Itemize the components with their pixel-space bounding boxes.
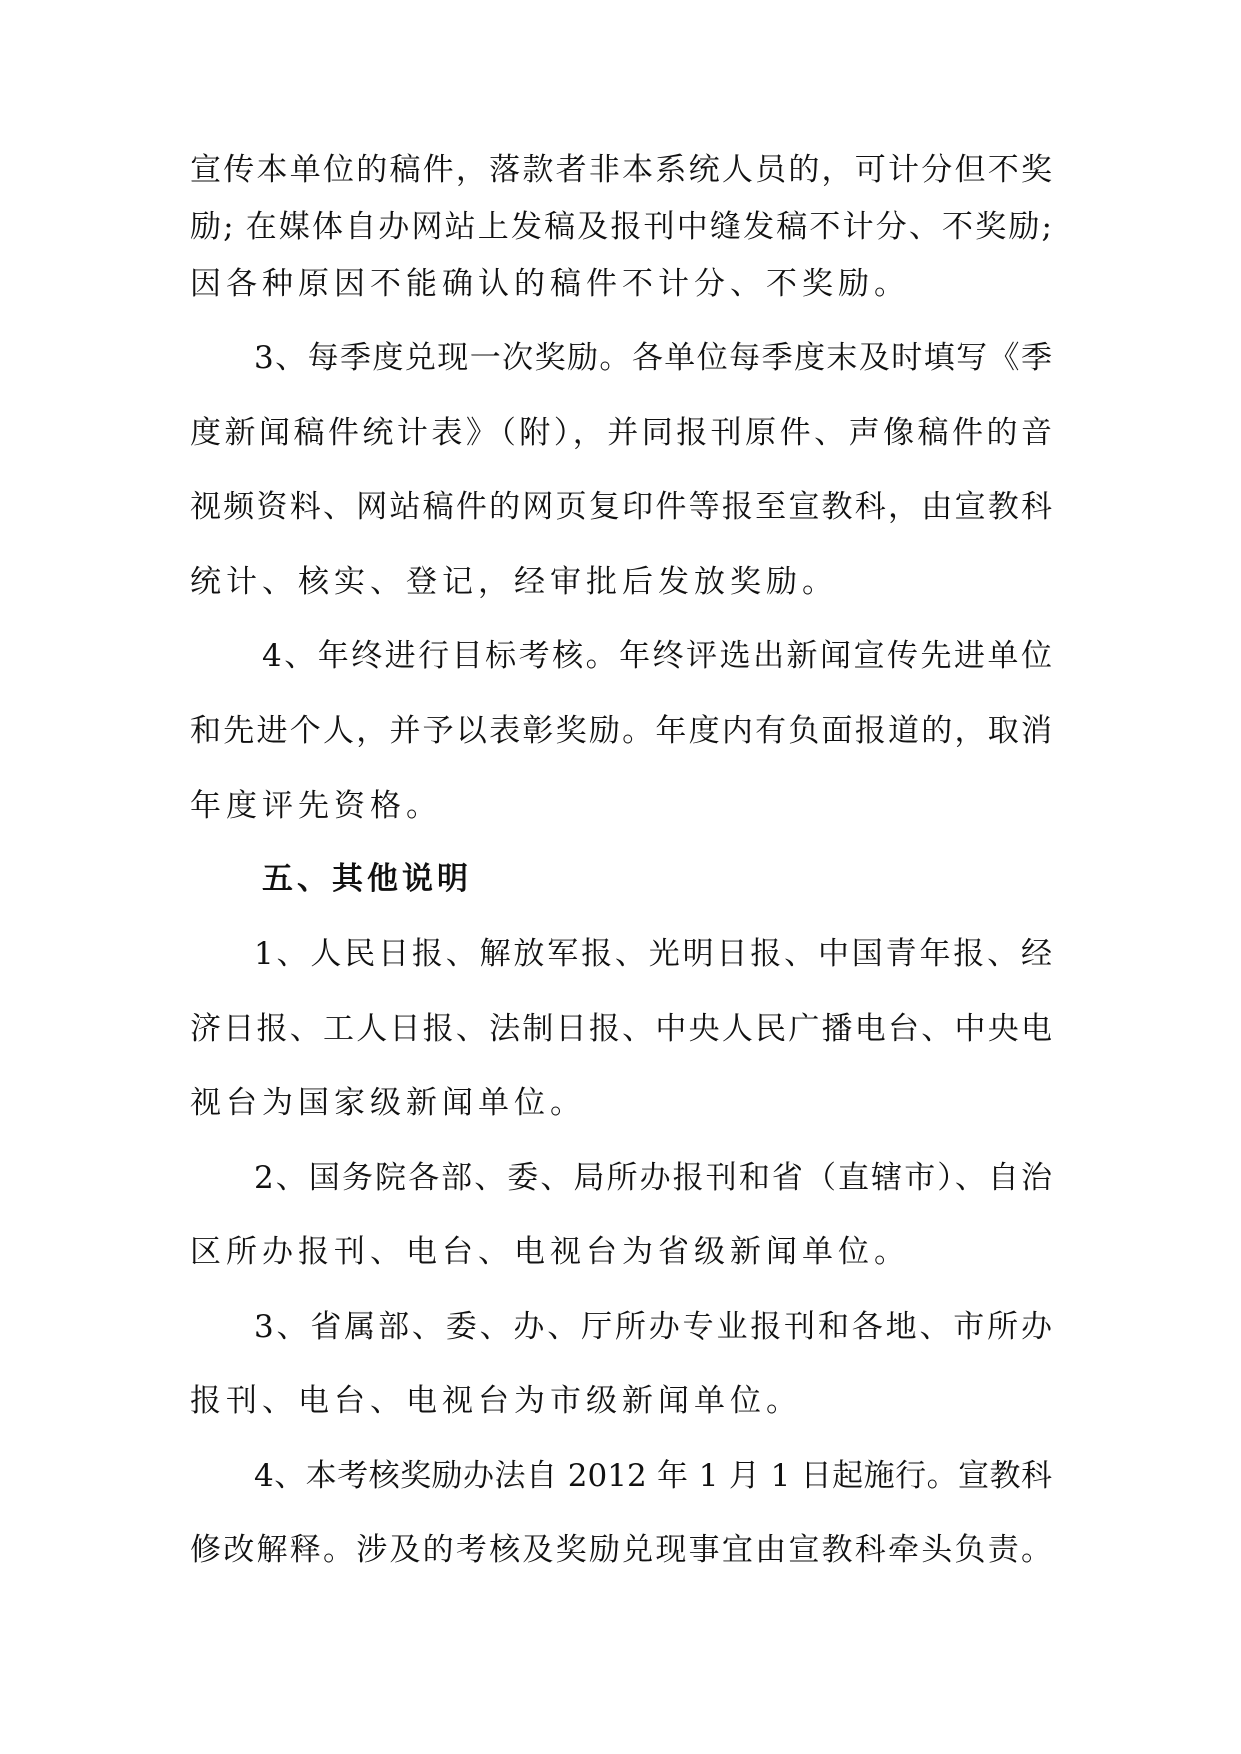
- text-line: 区所办报刊、电台、电视台为省级新闻单位。: [190, 1234, 910, 1270]
- text-line: 报刊、电台、电视台为市级新闻单位。: [190, 1383, 802, 1419]
- text-line: 2、国务院各部、委、局所办报刊和省（直辖市）、自治: [254, 1160, 1052, 1196]
- text-line: 4、年终进行目标考核。年终评选出新闻宣传先进单位: [262, 638, 1052, 674]
- text-line: 励; 在媒体自办网站上发稿及报刊中缝发稿不计分、不奖励;: [190, 209, 1052, 245]
- text-line: 济日报、工人日报、法制日报、中央人民广播电台、中央电: [190, 1011, 1052, 1047]
- text-line: 宣传本单位的稿件，落款者非本系统人员的，可计分但不奖: [190, 152, 1052, 188]
- text-line: 视台为国家级新闻单位。: [190, 1085, 586, 1121]
- text-line: 1、人民日报、解放军报、光明日报、中国青年报、经: [254, 936, 1052, 972]
- text-line: 3、每季度兑现一次奖励。各单位每季度末及时填写《季: [254, 340, 1052, 376]
- text-line: 视频资料、网站稿件的网页复印件等报至宣教科，由宣教科: [190, 489, 1052, 525]
- text-line: 和先进个人，并予以表彰奖励。年度内有负面报道的，取消: [190, 713, 1052, 749]
- text-line: 修改解释。涉及的考核及奖励兑现事宜由宣教科牵头负责。: [190, 1532, 1052, 1568]
- text-line: 统计、核实、登记，经审批后发放奖励。: [190, 564, 838, 600]
- section-heading: 五、其他说明: [262, 861, 472, 897]
- text-line: 因各种原因不能确认的稿件不计分、不奖励。: [190, 266, 910, 302]
- text-line: 3、省属部、委、办、厅所办专业报刊和各地、市所办: [254, 1309, 1052, 1345]
- text-line: 4、本考核奖励办法自 2012 年 1 月 1 日起施行。宣教科: [254, 1458, 1052, 1494]
- text-line: 度新闻稿件统计表》（附），并同报刊原件、声像稿件的音: [190, 415, 1052, 451]
- text-line: 年度评先资格。: [190, 788, 442, 824]
